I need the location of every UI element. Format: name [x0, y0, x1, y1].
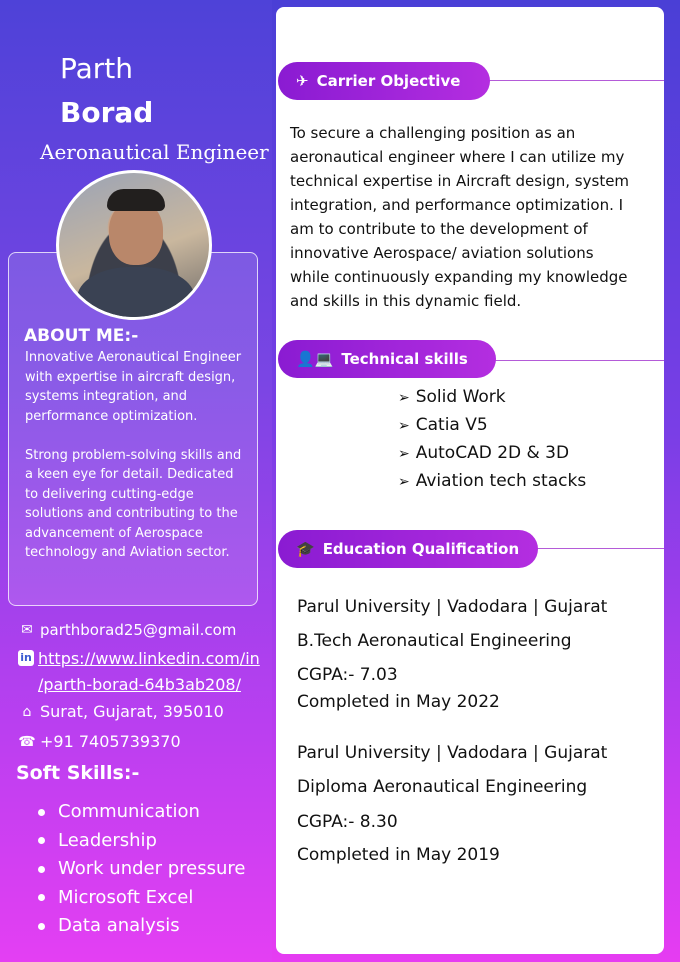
- graduation-cap-icon: 🎓: [296, 540, 315, 558]
- airplane-icon: ✈: [296, 72, 309, 90]
- edu-degree-2: Diploma Aeronautical Engineering: [297, 777, 588, 797]
- address-contact: [18, 702, 224, 721]
- email-icon: ✉: [21, 622, 33, 638]
- user-laptop-icon: 👤💻: [296, 350, 334, 368]
- list-item: Leadership: [38, 827, 246, 856]
- section-divider: [520, 548, 664, 549]
- about-paragraph-1: Innovative Aeronautical Engineer with expertise in aircraft design, systems integration, and performance optimization.: [25, 350, 242, 424]
- email-text[interactable]: parthborad25@gmail.com: [40, 621, 237, 639]
- edu-completed-1: Completed in May 2022: [297, 692, 500, 712]
- technical-skills-list: [398, 384, 586, 496]
- linkedin-link[interactable]: https://www.linkedin.com/in /parth-borad-64b3ab208/: [38, 649, 260, 694]
- last-name: Borad: [60, 96, 154, 129]
- list-item: ➢ Solid Work: [398, 387, 506, 407]
- address-text: Surat, Gujarat, 395010: [40, 702, 224, 721]
- first-name: Parth: [60, 52, 134, 85]
- edu-completed-2: Completed in May 2019: [297, 845, 500, 865]
- edu-university-2: Parul University | Vadodara | Gujarat: [297, 743, 608, 763]
- job-title: Aeronautical Engineer: [40, 140, 269, 164]
- email-contact[interactable]: [18, 621, 236, 639]
- list-item: ➢ Catia V5: [398, 415, 488, 435]
- section-divider: [470, 80, 664, 81]
- about-title: ABOUT ME:-: [24, 326, 139, 346]
- objective-heading: ✈ Carrier Objective: [278, 62, 490, 100]
- phone-text[interactable]: +91 7405739370: [40, 732, 181, 751]
- list-item: Microsoft Excel: [38, 884, 246, 913]
- technical-heading: 👤💻 Technical skills: [278, 340, 496, 378]
- phone-icon: ☎: [18, 733, 36, 750]
- list-item: Work under pressure: [38, 855, 246, 884]
- phone-contact[interactable]: [18, 732, 181, 751]
- list-item: ➢ AutoCAD 2D & 3D: [398, 443, 570, 463]
- section-divider: [480, 360, 664, 361]
- education-heading: 🎓 Education Qualification: [278, 530, 538, 568]
- list-item: ➢ Aviation tech stacks: [398, 471, 587, 491]
- edu-university-1: Parul University | Vadodara | Gujarat: [297, 597, 608, 617]
- about-paragraph-2: Strong problem-solving skills and a keen eye for detail. Dedicated to delivering cutting-edge solutions and contributing to the advancement of Aerospace technology and Aviation sector.: [25, 447, 242, 560]
- soft-skills-title: Soft Skills:-: [16, 762, 140, 784]
- linkedin-contact[interactable]: [18, 646, 260, 698]
- sidebar: [0, 0, 272, 962]
- profile-photo: [56, 170, 212, 320]
- list-item: Data analysis: [38, 912, 246, 941]
- objective-text: To secure a challenging position as an aeronautical engineer where I can utilize my technical expertise in Aircraft design, system integration, and performance optimization. I am to contribute to the development of innovative Aerospace/ aviation solutions while continuously expanding my knowledge and skills in this dynamic field.: [290, 124, 630, 310]
- soft-skills-list: [38, 798, 246, 941]
- about-text: [25, 348, 247, 563]
- linkedin-icon: in: [18, 650, 34, 666]
- list-item: Communication: [38, 798, 246, 827]
- edu-degree-1: B.Tech Aeronautical Engineering: [297, 631, 572, 651]
- edu-cgpa-2: CGPA:- 8.30: [297, 812, 398, 832]
- edu-cgpa-1: CGPA:- 7.03: [297, 665, 398, 685]
- home-icon: ⌂: [22, 703, 32, 720]
